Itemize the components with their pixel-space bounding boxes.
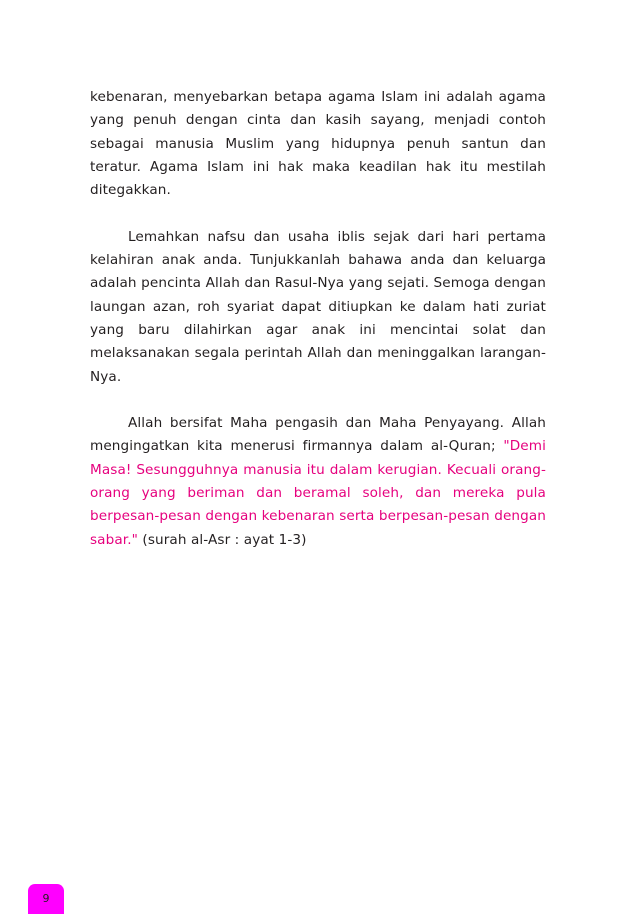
paragraph-3-intro: Allah bersifat Maha pengasih dan Maha Penyayang. Allah mengingatkan kita menerusi firmannya dalam al-Quran; [90, 415, 546, 455]
paragraph-2: Lemahkan nafsu dan usaha iblis sejak dari hari pertama kelahiran anak anda. Tunjukkanlah bahawa anda dan keluarga adalah pencinta Allah dan Rasul-Nya yang sejati. Semoga dengan laungan azan, roh syariat dapat ditiupkan ke dalam hati zuriat yang baru dilahirkan agar anak ini mencintai solat dan melaksanakan segala perintah Allah dan meninggalkan larangan-Nya. [90, 228, 546, 385]
quote-citation: (surah al-Asr : ayat 1-3) [138, 531, 307, 548]
page-number-tab [28, 884, 64, 914]
page-number: 9 [42, 892, 50, 905]
quran-quote: "Demi Masa! Sesungguhnya manusia itu dalam kerugian. Kecuali orang-orang yang beriman dan beramal soleh, dan mereka pula berpesan-pesan dengan kebenaran serta berpesan-pesan dengan sabar." [90, 438, 546, 548]
page-body [90, 86, 546, 575]
paragraph-3 [90, 412, 546, 552]
paragraph-1: kebenaran, menyebarkan betapa agama Islam ini adalah agama yang penuh dengan cinta dan kasih sayang, menjadi contoh sebagai manusia Muslim yang hidupnya penuh santun dan teratur. Agama Islam ini hak maka keadilan hak itu mestilah ditegakkan. [90, 89, 546, 199]
